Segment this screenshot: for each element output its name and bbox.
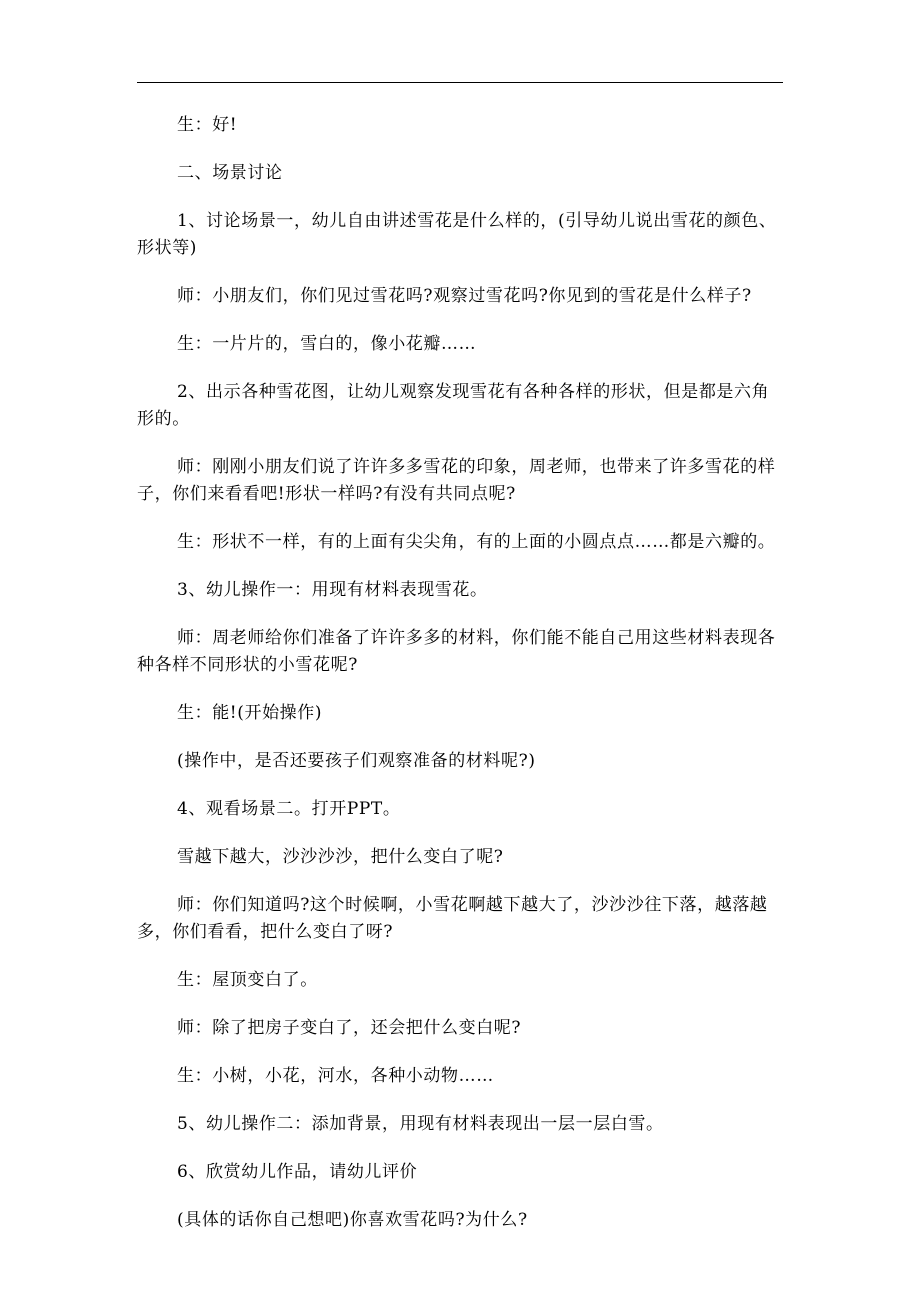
paragraph: 师：周老师给你们准备了许许多多的材料，你们能不能自己用这些材料表现各种各样不同形状的小雪花呢? [137, 628, 776, 675]
paragraph: 6、欣赏幼儿作品，请幼儿评价 [177, 1162, 418, 1182]
paragraph: 生：屋顶变白了。 [177, 970, 318, 990]
paragraph: 生：好! [177, 115, 238, 135]
paragraph: 3、幼儿操作一：用现有材料表现雪花。 [177, 580, 488, 600]
paragraph: 4、观看场景二。打开PPT。 [177, 799, 401, 819]
paragraph: 师：小朋友们，你们见过雪花吗?观察过雪花吗?你见到的雪花是什么样子? [177, 286, 752, 306]
paragraph: 2、出示各种雪花图，让幼儿观察发现雪花有各种各样的形状，但是都是六角形的。 [137, 382, 770, 429]
paragraph: 生：能!(开始操作) [177, 703, 323, 723]
header-rule [137, 82, 783, 83]
document-body [137, 112, 783, 1255]
paragraph: 师：刚刚小朋友们说了许许多多雪花的印象，周老师，也带来了许多雪花的样子，你们来看看吧!形状一样吗?有没有共同点呢? [137, 457, 776, 504]
paragraph: 1、讨论场景一，幼儿自由讲述雪花是什么样的，(引导幼儿说出雪花的颜色、形状等) [137, 211, 777, 258]
paragraph: 生：小树，小花，河水，各种小动物…… [177, 1066, 494, 1086]
paragraph: 生：形状不一样，有的上面有尖尖角，有的上面的小圆点点……都是六瓣的。 [177, 532, 776, 552]
paragraph: (具体的话你自己想吧)你喜欢雪花吗?为什么? [177, 1210, 528, 1230]
paragraph: 生：一片片的，雪白的，像小花瓣…… [177, 334, 477, 354]
paragraph: 雪越下越大，沙沙沙沙，把什么变白了呢? [177, 847, 504, 867]
paragraph: 师：你们知道吗?这个时候啊，小雪花啊越下越大了，沙沙沙往下落，越落越多，你们看看，把什么变白了呀? [137, 895, 768, 942]
paragraph: 师：除了把房子变白了，还会把什么变白呢? [177, 1018, 522, 1038]
section-heading: 二、场景讨论 [177, 163, 283, 183]
paragraph: 5、幼儿操作二：添加背景，用现有材料表现出一层一层白雪。 [177, 1114, 664, 1134]
paragraph: (操作中，是否还要孩子们观察准备的材料呢?) [177, 751, 536, 771]
